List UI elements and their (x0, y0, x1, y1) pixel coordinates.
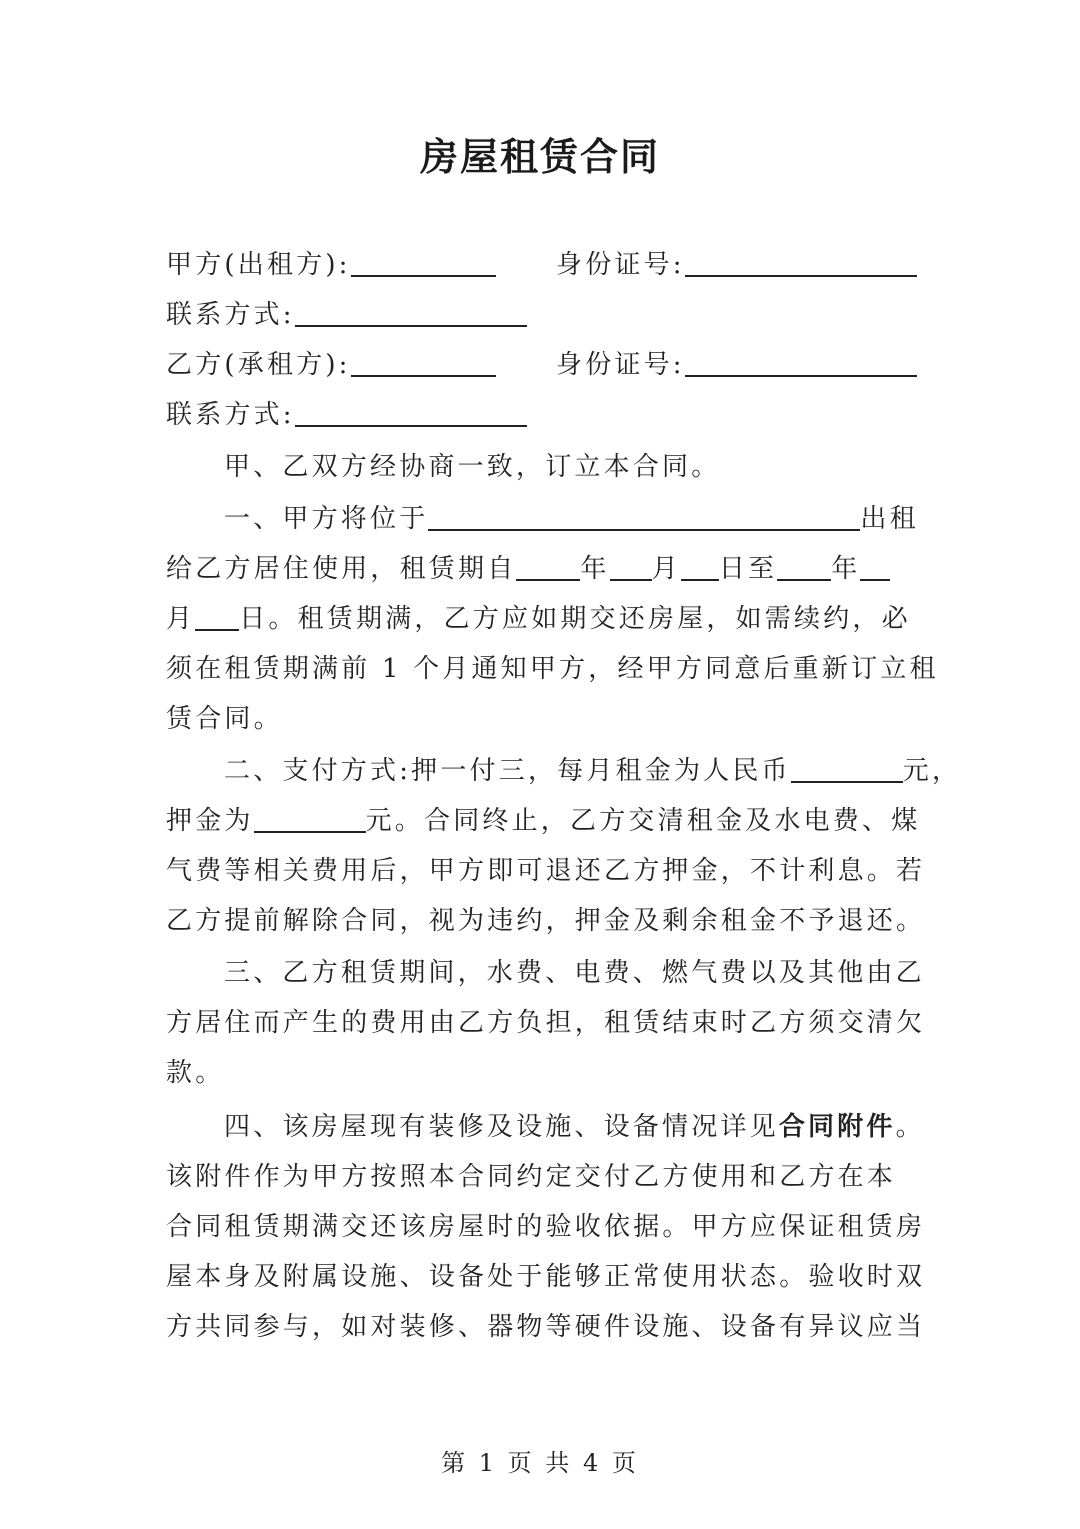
clause-1-text: 一、甲方将位于 (224, 504, 429, 534)
party-b-contact-label: 联系方式: (166, 400, 295, 430)
clause-3-line-3: 款。 (166, 1058, 225, 1088)
clause-2-text: 二、支付方式:押一付三，每月租金为人民币 (224, 756, 791, 786)
party-a-row (166, 240, 926, 290)
clause-4-line-5: 方共同参与，如对装修、器物等硬件设施、设备有异议应当 (166, 1312, 926, 1342)
party-a-contact-row (166, 290, 926, 340)
clause-4-text: 四、该房屋现有装修及设施、设备情况详见 (224, 1112, 779, 1142)
end-day-blank (195, 599, 239, 631)
monthly-rent-blank (791, 751, 903, 783)
party-b-contact-blank (295, 395, 527, 427)
clause-1-line-2 (166, 544, 926, 594)
party-b-row (166, 340, 926, 390)
page-footer: 第 1 页 共 4 页 (441, 1449, 639, 1477)
party-b-name-blank (351, 345, 496, 377)
party-a-name-blank (351, 245, 496, 277)
intro-paragraph: 甲、乙双方经协商一致，订立本合同。 (224, 452, 721, 482)
clause-2-text: 押金为 (166, 806, 254, 836)
property-address-blank (428, 499, 860, 531)
clause-4-line-2: 该附件作为甲方按照本合同约定交付乙方使用和乙方在本 (166, 1162, 897, 1192)
clause-4-line-1 (224, 1102, 984, 1152)
clause-1-text: 出租 (860, 504, 919, 534)
party-b-contact-row (166, 390, 926, 440)
clause-4-line-3: 合同租赁期满交还该房屋时的验收依据。甲方应保证租赁房 (166, 1212, 926, 1242)
clause-1-text: 给乙方居住使用，租赁期自 (166, 554, 517, 584)
party-b-id-blank (685, 345, 917, 377)
party-a-contact-blank (295, 295, 527, 327)
clause-2-line-3: 气费等相关费用后，甲方即可退还乙方押金，不计利息。若 (166, 856, 926, 886)
clause-2-line-2 (166, 796, 926, 846)
deposit-blank (254, 801, 366, 833)
clause-1-line-5: 赁合同。 (166, 704, 283, 734)
month-label: 月 (166, 604, 196, 634)
clause-1-line-1 (224, 494, 984, 544)
end-month-blank (860, 549, 890, 581)
party-b-label: 乙方(承租方): (166, 350, 351, 380)
year-label: 年 (580, 554, 610, 584)
contract-annex-reference: 合同附件 (778, 1112, 896, 1142)
start-year-blank (516, 549, 580, 581)
clause-4-line-4: 屋本身及附属设施、设备处于能够正常使用状态。验收时双 (166, 1262, 926, 1292)
party-a-label: 甲方(出租方): (166, 250, 351, 280)
party-a-id-label: 身份证号: (556, 250, 685, 280)
start-month-blank (610, 549, 652, 581)
clause-1-line-3 (166, 594, 926, 644)
end-year-blank (777, 549, 831, 581)
clause-3-line-1: 三、乙方租赁期间，水费、电费、燃气费以及其他由乙 (224, 958, 925, 988)
clause-4-text: 。 (895, 1112, 925, 1142)
year-label: 年 (831, 554, 861, 584)
clause-2-text: 元， (902, 756, 962, 786)
start-day-blank (681, 549, 719, 581)
clause-1-line-4: 须在租赁期满前 1 个月通知甲方，经甲方同意后重新订立租 (166, 654, 939, 684)
month-label: 月 (651, 554, 681, 584)
party-b-id-label: 身份证号: (556, 350, 685, 380)
clause-3-line-2: 方居住而产生的费用由乙方负担，租赁结束时乙方须交清欠 (166, 1008, 926, 1038)
document-title: 房屋租赁合同 (419, 135, 660, 179)
party-a-contact-label: 联系方式: (166, 300, 295, 330)
day-to-label: 日至 (718, 554, 778, 584)
clause-2-text: 元。合同终止，乙方交清租金及水电费、煤 (365, 806, 921, 836)
clause-2-line-4: 乙方提前解除合同，视为违约，押金及剩余租金不予退还。 (166, 906, 926, 936)
clause-2-line-1 (224, 746, 984, 796)
party-a-id-blank (685, 245, 917, 277)
clause-1-text: 日。租赁期满，乙方应如期交还房屋，如需续约，必 (239, 604, 911, 634)
